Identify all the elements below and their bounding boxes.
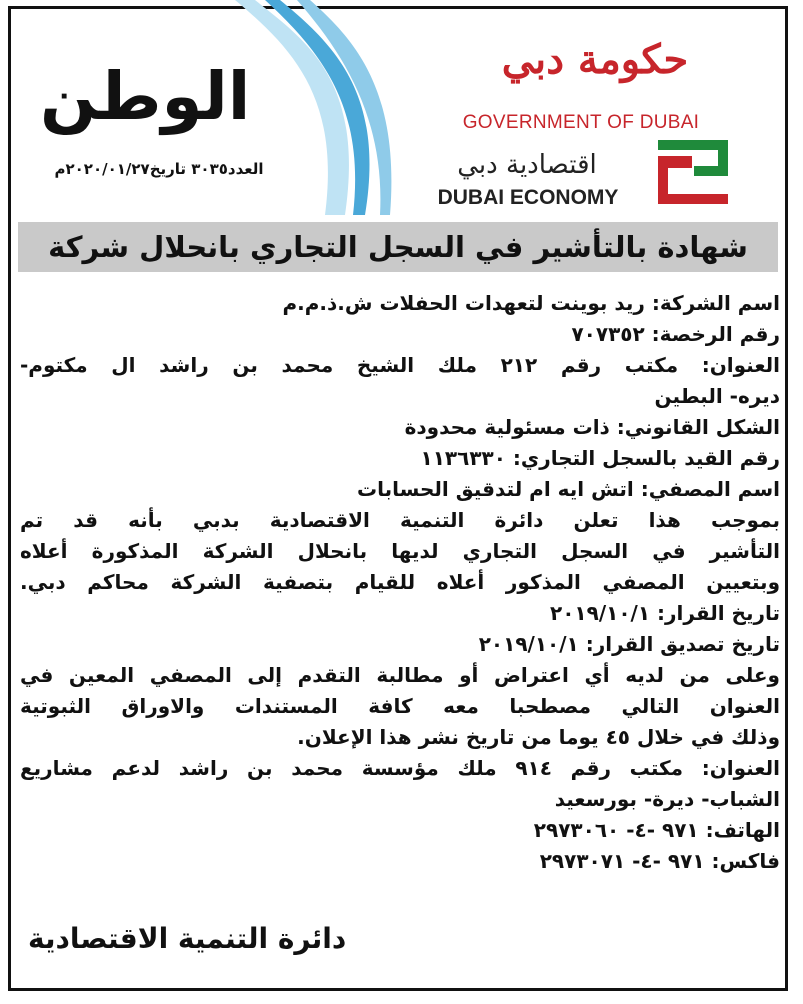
- issuer-signature: دائرة التنمية الاقتصادية: [28, 922, 347, 955]
- dubai-economy-arabic: اقتصادية دبي: [457, 150, 597, 180]
- dubai-economy-english: DUBAI ECONOMY: [437, 186, 619, 209]
- decision-date-line: تاريخ القرار: ٢٠١٩/١٠/١: [549, 601, 780, 625]
- dubai-economy-logo-icon: [654, 136, 732, 208]
- notice-title: شهادة بالتأشير في السجل التجاري بانحلال شركة: [48, 230, 748, 264]
- newspaper-name: الوطن: [40, 58, 251, 135]
- announcement-line: بموجب هذا تعلن دائرة التنمية الاقتصادية بدبي بأنه قد تم: [20, 508, 780, 532]
- notice-body: [20, 288, 780, 877]
- government-logo-arabic: حكومة دبي: [501, 36, 689, 83]
- registration-number-line: رقم القيد بالسجل التجاري: ١١٣٦٣٣٠: [420, 446, 780, 470]
- liquidator-address-line: العنوان: مكتب رقم ٩١٤ ملك مؤسسة محمد بن راشد لدعم مشاريع: [20, 756, 780, 780]
- announcement-line: التأشير في السجل التجاري لديها بانحلال الشركة المذكورة أعلاه: [20, 539, 780, 563]
- issue-number-date: العدد٣٠٣٥ تاريخ٢٠٢٠/٠١/٢٧م: [54, 160, 264, 178]
- license-number-line: رقم الرخصة: ٧٠٧٣٥٢: [571, 322, 780, 346]
- decision-approval-date-line: تاريخ تصديق القرار: ٢٠١٩/١٠/١: [478, 632, 780, 656]
- address-line-continued: ديره- البطين: [654, 384, 780, 408]
- liquidator-address-line-continued: الشباب- ديرة- بورسعيد: [554, 787, 780, 811]
- company-name-line: اسم الشركة: ريد بوينت لتعهدات الحفلات ش.ذ.م.م: [282, 291, 780, 315]
- phone-line: الهاتف: ٩٧١ -٤- ٢٩٧٣٠٦٠: [533, 818, 780, 842]
- announcement-line: وبتعيين المصفي المذكور أعلاه للقيام بتصفية الشركة محاكم دبي.: [20, 570, 780, 594]
- title-bar: [18, 222, 778, 272]
- liquidator-line: اسم المصفي: اتش ايه ام لتدقيق الحسابات: [356, 477, 780, 501]
- objection-line: العنوان التالي مصطحبا معه كافة المستندات والاوراق الثبوتية: [20, 694, 780, 718]
- address-line: العنوان: مكتب رقم ٢١٢ ملك الشيخ محمد بن راشد ال مكتوم-: [20, 353, 780, 377]
- objection-line: وذلك في خلال ٤٥ يوما من تاريخ نشر هذا الإعلان.: [297, 725, 780, 749]
- government-logo-english: GOVERNMENT OF DUBAI: [462, 112, 700, 133]
- fax-line: فاكس: ٩٧١ -٤- ٢٩٧٣٠٧١: [539, 849, 780, 873]
- legal-form-line: الشكل القانوني: ذات مسئولية محدودة: [404, 415, 780, 439]
- objection-line: وعلى من لديه أي اعتراض أو مطالبة التقدم إلى المصفي المعين في: [20, 663, 780, 687]
